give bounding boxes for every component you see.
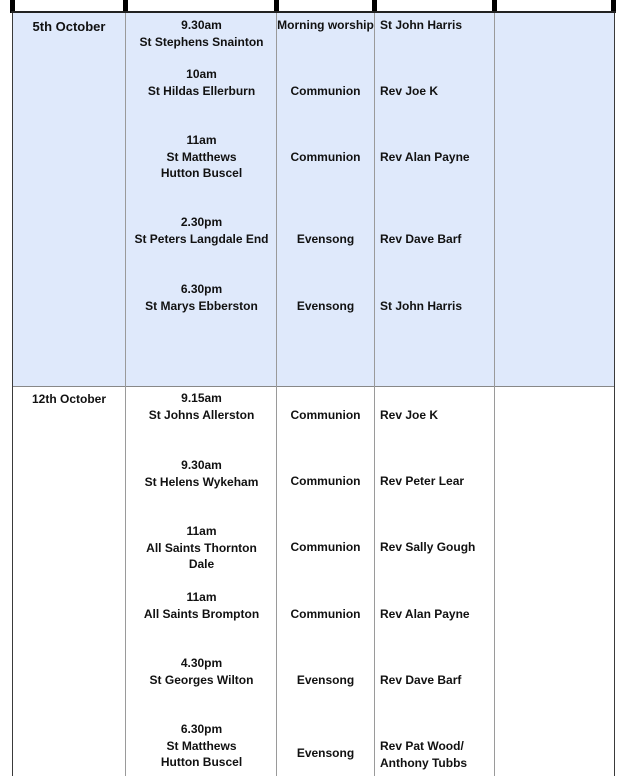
service-time-church (127, 655, 276, 688)
service-time: 9.30am (181, 18, 222, 32)
service-minister: Rev Pat Wood/ Anthony Tubbs (380, 739, 468, 770)
service-time-church (127, 523, 276, 573)
service-minister: St John Harris (380, 299, 463, 313)
service-minister: Rev Sally Gough (380, 540, 476, 554)
service-type: Communion (290, 607, 361, 621)
service-time: 11am (186, 590, 217, 604)
service-type: Communion (290, 150, 361, 164)
service-minister: Rev Dave Barf (380, 232, 462, 246)
service-type: Communion (290, 540, 361, 554)
service-church: St Johns Allerston (148, 407, 255, 422)
service-minister: Rev Alan Payne (380, 607, 470, 621)
service-time: 2.30pm (180, 215, 223, 229)
section-12th-october (12, 387, 615, 776)
service-church: St Georges Wilton (149, 672, 254, 687)
grid-line (614, 13, 615, 776)
service-time-church (127, 214, 276, 247)
grid-line (374, 13, 375, 776)
service-church: St Matthews Hutton Buscel (160, 738, 243, 769)
service-church: St Stephens Snainton (139, 34, 264, 49)
service-type: Morning worship (277, 18, 374, 32)
service-minister: Rev Joe K (380, 84, 439, 98)
service-minister: Rev Alan Payne (380, 150, 470, 164)
service-time-church (127, 281, 276, 314)
service-church: All Saints Thornton Dale (146, 540, 257, 571)
service-time-church (127, 390, 276, 423)
service-time: 11am (186, 524, 217, 538)
service-type: Communion (290, 84, 361, 98)
service-time-church (127, 66, 276, 99)
date-label: 5th October (32, 19, 106, 34)
service-type: Evensong (296, 299, 355, 313)
grid-line (12, 13, 13, 776)
service-time: 9.30am (181, 458, 222, 472)
service-type: Evensong (296, 746, 355, 760)
service-time-church (127, 132, 276, 182)
service-church: St Hildas Ellerburn (147, 83, 256, 98)
service-time: 4.30pm (180, 656, 223, 670)
service-church: All Saints Brompton (143, 606, 260, 621)
service-church: St Peters Langdale End (134, 231, 269, 246)
table-top-border (0, 0, 625, 13)
grid-line (125, 13, 126, 776)
service-time-church (127, 17, 276, 50)
date-label: 12th October (31, 392, 106, 406)
service-minister: St John Harris (380, 18, 463, 32)
service-type: Communion (290, 474, 361, 488)
service-time: 6.30pm (180, 722, 223, 736)
service-minister: Rev Joe K (380, 408, 439, 422)
service-minister: Rev Dave Barf (380, 673, 462, 687)
service-time: 10am (186, 67, 217, 81)
service-time-church (127, 457, 276, 490)
row-separator (12, 386, 615, 387)
section-5th-october (12, 13, 615, 386)
service-time: 9.15am (181, 391, 222, 405)
service-type: Evensong (296, 232, 355, 246)
service-time: 11am (186, 133, 217, 147)
service-church: St Matthews Hutton Buscel (160, 149, 243, 180)
service-church: St Helens Wykeham (144, 474, 259, 489)
service-type: Evensong (296, 673, 355, 687)
grid-line (494, 13, 495, 776)
service-type: Communion (290, 408, 361, 422)
service-time: 6.30pm (180, 282, 223, 296)
service-church: St Marys Ebberston (145, 298, 258, 313)
service-minister: Rev Peter Lear (380, 474, 465, 488)
service-time-church (127, 721, 276, 771)
service-time-church (127, 589, 276, 622)
grid-line (276, 13, 277, 776)
